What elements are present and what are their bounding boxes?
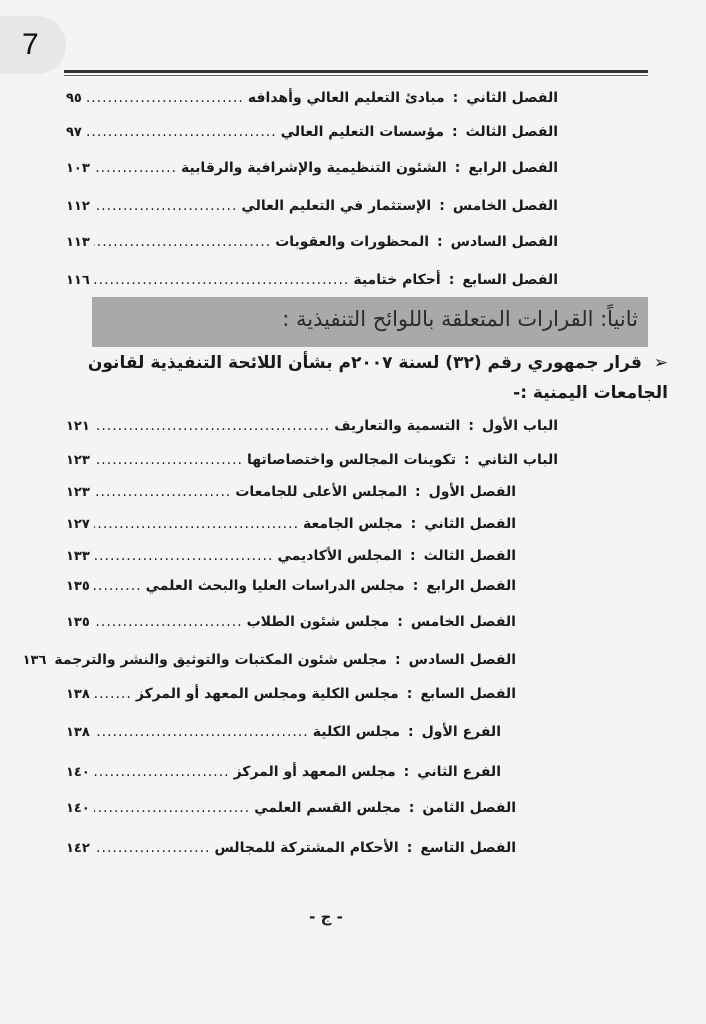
entry-separator: : [452, 90, 459, 106]
dot-leader [94, 484, 232, 500]
entry-label: الفصل الثالث [465, 124, 558, 140]
header-rule [64, 70, 648, 73]
toc-entry [66, 234, 558, 258]
entry-page: ١٣٥ [66, 579, 90, 594]
entry-page: ١٣٨ [66, 725, 90, 740]
dot-leader [94, 548, 274, 564]
dot-leader [94, 272, 350, 288]
entry-title: مجلس شئون المكتبات والتوثيق والنشر والترجمة [54, 652, 388, 668]
toc-entry [66, 90, 558, 114]
entry-title: مجلس الدراسات العليا والبحث العلمي [145, 578, 405, 594]
toc-entry [66, 686, 516, 710]
section-banner [92, 297, 648, 347]
dot-leader [94, 840, 211, 856]
entry-label: الفصل الثاني [424, 516, 516, 532]
dot-leader [94, 686, 132, 702]
entry-title: المجلس الأعلى للجامعات [235, 484, 408, 500]
entry-separator: : [403, 764, 410, 780]
entry-page: ١١٦ [66, 273, 90, 288]
dot-leader [94, 160, 177, 176]
entry-separator: : [408, 800, 415, 816]
entry-page: ١٢٣ [66, 485, 90, 500]
entry-page: ٩٥ [66, 91, 82, 106]
entry-separator: : [415, 484, 421, 500]
entry-label: الفصل الثاني [466, 90, 558, 106]
toc-entry [66, 160, 558, 184]
entry-separator: : [439, 198, 445, 214]
entry-label: الفصل الرابع [426, 578, 516, 594]
entry-title: مجلس الكلية ومجلس المعهد أو المركز [135, 686, 399, 702]
toc-entry [66, 578, 516, 602]
entry-separator: : [412, 578, 419, 594]
entry-page: ١٤٠ [66, 765, 90, 780]
dot-leader [86, 124, 277, 140]
entry-separator: : [451, 124, 458, 140]
entry-title: مجلس شئون الطلاب [246, 614, 390, 630]
entry-page: ١٤٠ [66, 801, 90, 816]
entry-page: ١١٣ [66, 235, 90, 250]
toc-entry [66, 484, 516, 508]
entry-page: ١٣٨ [66, 687, 90, 702]
entry-page: ١٣٦ [22, 653, 47, 668]
entry-label: الفصل الثامن [422, 800, 516, 816]
entry-label: الفرع الأول [421, 724, 501, 740]
dot-leader [94, 234, 271, 250]
entry-title: مؤسسات التعليم العالي [280, 124, 444, 140]
entry-page: ٩٧ [66, 125, 82, 140]
entry-title: الأحكام المشتركة للمجالس [214, 840, 399, 856]
entry-separator: : [395, 652, 401, 668]
entry-label: الفصل السادس [408, 652, 516, 668]
entry-label: الفصل الخامس [452, 198, 558, 214]
entry-separator: : [454, 160, 461, 176]
entry-page: ١٢٧ [66, 517, 90, 532]
entry-title: المحظورات والعقوبات [275, 234, 430, 250]
toc-entry [22, 652, 516, 676]
entry-title: الشئون التنظيمية والإشرافية والرقابية [180, 160, 447, 176]
toc-entry [66, 764, 501, 788]
arrow-bullet-icon: ➢ [653, 353, 668, 373]
entry-title: مبادئ التعليم العالي وأهدافه [247, 90, 445, 106]
entry-separator: : [437, 234, 443, 250]
toc-entry [66, 548, 516, 572]
entry-page: ١٤٢ [66, 841, 90, 856]
entry-label: الفصل السابع [420, 686, 516, 702]
entry-label: الفصل السابع [462, 272, 558, 288]
dot-leader [94, 764, 230, 780]
entry-page: ١٣٥ [66, 615, 90, 630]
entry-label: الباب الأول [481, 418, 558, 434]
entry-separator: : [397, 614, 403, 630]
decree-text: قرار جمهوري رقم (٣٢) لسنة ٢٠٠٧م بشأن اللائحة التنفيذية لقانون الجامعات اليمنية :- [87, 353, 668, 403]
page-number-tab [0, 16, 66, 74]
entry-label: الفصل السادس [450, 234, 558, 250]
dot-leader [94, 198, 238, 214]
entry-separator: : [406, 686, 413, 702]
toc-entry [66, 800, 516, 824]
entry-separator: : [463, 452, 470, 468]
decree-heading [48, 348, 668, 408]
toc-entry [66, 124, 558, 148]
dot-leader [94, 724, 309, 740]
entry-separator: : [468, 418, 474, 434]
entry-label: الباب الثاني [477, 452, 558, 468]
entry-label: الفصل الرابع [468, 160, 558, 176]
entry-label: الفصل الأول [428, 484, 516, 500]
entry-page: ١٢٣ [66, 453, 90, 468]
dot-leader [94, 800, 250, 816]
entry-separator: : [448, 272, 455, 288]
entry-title: التسمية والتعاريف [334, 418, 461, 434]
toc-entry [66, 516, 516, 540]
page-footer-mark [306, 908, 346, 926]
toc-entry [66, 452, 558, 476]
entry-page: ١٠٣ [66, 161, 90, 176]
entry-label: الفصل الخامس [410, 614, 516, 630]
entry-title: الإستثمار في التعليم العالي [241, 198, 432, 214]
entry-title: مجلس المعهد أو المركز [233, 764, 396, 780]
entry-title: المجلس الأكاديمي [277, 548, 402, 564]
dot-leader [94, 578, 142, 594]
entry-title: تكوينات المجالس واختصاصاتها [247, 452, 456, 468]
entry-page: ١٢١ [66, 419, 90, 434]
dot-leader [94, 516, 299, 532]
toc-entry [66, 840, 516, 864]
entry-title: أحكام ختامية [353, 272, 441, 288]
entry-separator: : [410, 516, 417, 532]
entry-label: الفصل الثالث [423, 548, 516, 564]
page-number: 7 [22, 28, 39, 61]
entry-separator: : [408, 724, 414, 740]
entry-title: مجلس القسم العلمي [254, 800, 401, 816]
footer-mark-text: - ج - [309, 908, 343, 926]
dot-leader [94, 452, 243, 468]
dot-leader [94, 614, 243, 630]
entry-separator: : [409, 548, 416, 564]
toc-entry [66, 614, 516, 638]
entry-page: ١٣٣ [66, 549, 90, 564]
section-banner-text: ثانياً: القرارات المتعلقة باللوائح التنفيذية : [282, 307, 638, 331]
entry-title: مجلس الجامعة [303, 516, 403, 532]
entry-label: الفصل التاسع [420, 840, 516, 856]
toc-entry [66, 272, 558, 296]
entry-page: ١١٢ [66, 199, 90, 214]
toc-entry [66, 724, 501, 748]
entry-title: مجلس الكلية [312, 724, 401, 740]
entry-label: الفرع الثاني [417, 764, 501, 780]
toc-entry [66, 198, 558, 222]
dot-leader [94, 418, 330, 434]
toc-entry [66, 418, 558, 442]
entry-separator: : [406, 840, 413, 856]
dot-leader [86, 90, 244, 106]
